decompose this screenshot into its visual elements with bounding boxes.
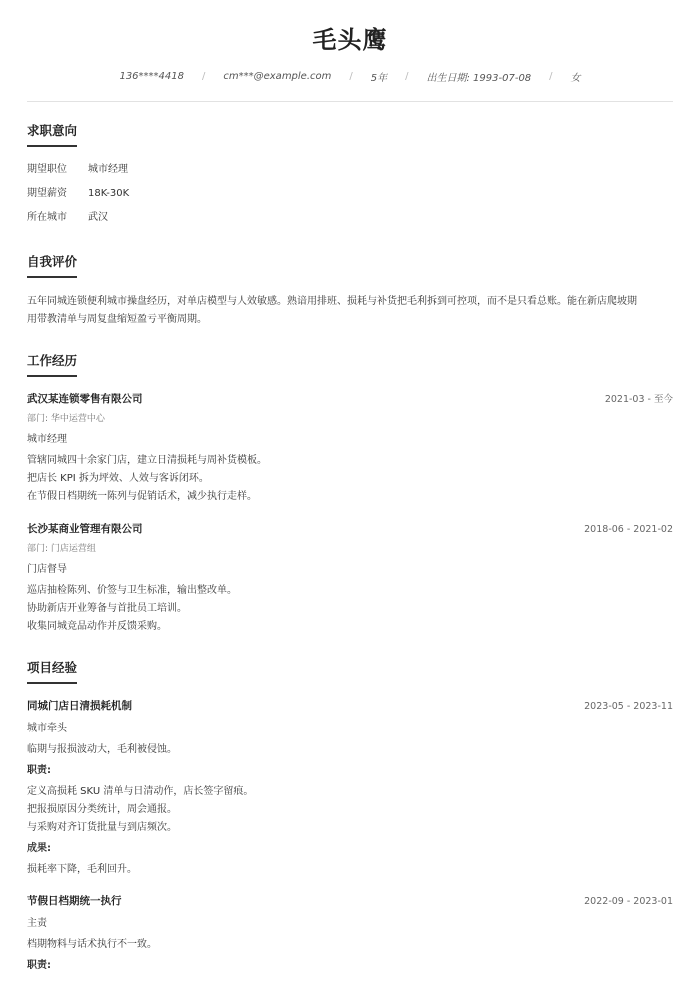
- company-name: 长沙某商业管理有限公司: [27, 523, 143, 535]
- divider: /: [405, 71, 409, 82]
- project-details: [27, 741, 673, 879]
- work-experience-section: [27, 351, 673, 636]
- duty-line: 协助新店开业筹备与首批员工培训。: [27, 603, 187, 614]
- result-line: 损耗率下降，毛利回升。: [27, 864, 137, 875]
- project-item: [27, 698, 673, 879]
- duty-line: 把报损原因分类统计，周会通报。: [27, 804, 177, 815]
- company-name: 武汉某连锁零售有限公司: [27, 393, 143, 405]
- date-range: 2018-06 - 2021-02: [584, 524, 673, 535]
- self-evaluation-text: [27, 293, 673, 329]
- intent-key: 所在城市: [27, 212, 67, 223]
- project-role: 主责: [27, 918, 47, 929]
- job-intent-section: [27, 121, 673, 230]
- divider: /: [349, 71, 353, 82]
- experience-years: 5年: [370, 73, 388, 84]
- intent-key: 期望职位: [27, 164, 67, 175]
- department: 部门: 门店运营组: [27, 544, 96, 554]
- intent-value: 城市经理: [88, 164, 128, 175]
- section-title: 求职意向: [27, 121, 77, 147]
- contact-bar: [27, 69, 673, 84]
- project-role: 城市牵头: [27, 723, 67, 734]
- duty-label: 职责:: [27, 765, 51, 776]
- gender: 女: [570, 73, 581, 84]
- intent-value: 18K-30K: [88, 188, 130, 199]
- duty-line: 收集同城竞品动作并反馈采购。: [27, 621, 167, 632]
- duty-line: 在节假日档期统一陈列与促销话术，减少执行走样。: [27, 491, 257, 502]
- divider: /: [202, 71, 206, 82]
- project-name: 同城门店日清损耗机制: [27, 700, 132, 712]
- intent-key: 期望薪资: [27, 188, 67, 199]
- project-item: [27, 893, 673, 975]
- header-divider: [27, 101, 673, 102]
- divider: /: [549, 71, 553, 82]
- duty-label: 职责:: [27, 960, 51, 971]
- duty-line: 巡店抽检陈列、价签与卫生标准，输出整改单。: [27, 585, 237, 596]
- self-evaluation-section: [27, 252, 673, 329]
- intent-row: [27, 206, 673, 230]
- section-title: 自我评价: [27, 252, 77, 278]
- intent-row: [27, 182, 673, 206]
- work-duties: [27, 452, 673, 506]
- project-background: 临期与报损波动大，毛利被侵蚀。: [27, 744, 177, 755]
- work-item: [27, 391, 673, 506]
- intent-row: [27, 158, 673, 182]
- text-line: 用带教清单与周复盘缩短盈亏平衡周期。: [27, 314, 207, 325]
- candidate-name: 毛头鹰: [312, 26, 388, 54]
- project-background: 档期物料与话术执行不一致。: [27, 939, 157, 950]
- section-title: 工作经历: [27, 351, 77, 377]
- project-name: 节假日档期统一执行: [27, 895, 122, 907]
- work-item: [27, 521, 673, 636]
- duty-line: 与采购对齐订货批量与到店频次。: [27, 822, 177, 833]
- text-line: 五年同城连锁便利城市操盘经历，对单店模型与人效敏感。熟谙用排班、损耗与补货把毛利拆到可控项，而不是只看总账。能在新店爬坡期: [27, 296, 637, 307]
- date-range: 2021-03 - 至今: [604, 394, 673, 405]
- job-role: 城市经理: [27, 434, 67, 445]
- date-range: 2023-05 - 2023-11: [584, 701, 673, 712]
- duty-line: 管辖同城四十余家门店，建立日清损耗与周补货模板。: [27, 455, 267, 466]
- intent-value: 武汉: [88, 212, 108, 223]
- date-range: 2022-09 - 2023-01: [584, 896, 673, 907]
- job-role: 门店督导: [27, 564, 67, 575]
- birth-date: 出生日期: 1993-07-08: [426, 73, 532, 84]
- project-experience-section: [27, 658, 673, 975]
- result-label: 成果:: [27, 843, 51, 854]
- duty-line: 定义高损耗 SKU 清单与日清动作，店长签字留痕。: [27, 786, 254, 797]
- work-duties: [27, 582, 673, 636]
- department: 部门: 华中运营中心: [27, 414, 105, 424]
- section-title: 项目经验: [27, 658, 77, 684]
- email: cm***@example.com: [223, 71, 332, 82]
- duty-line: 把店长 KPI 拆为坪效、人效与客诉闭环。: [27, 473, 209, 484]
- project-details: [27, 936, 673, 975]
- phone: 136****4418: [119, 71, 184, 82]
